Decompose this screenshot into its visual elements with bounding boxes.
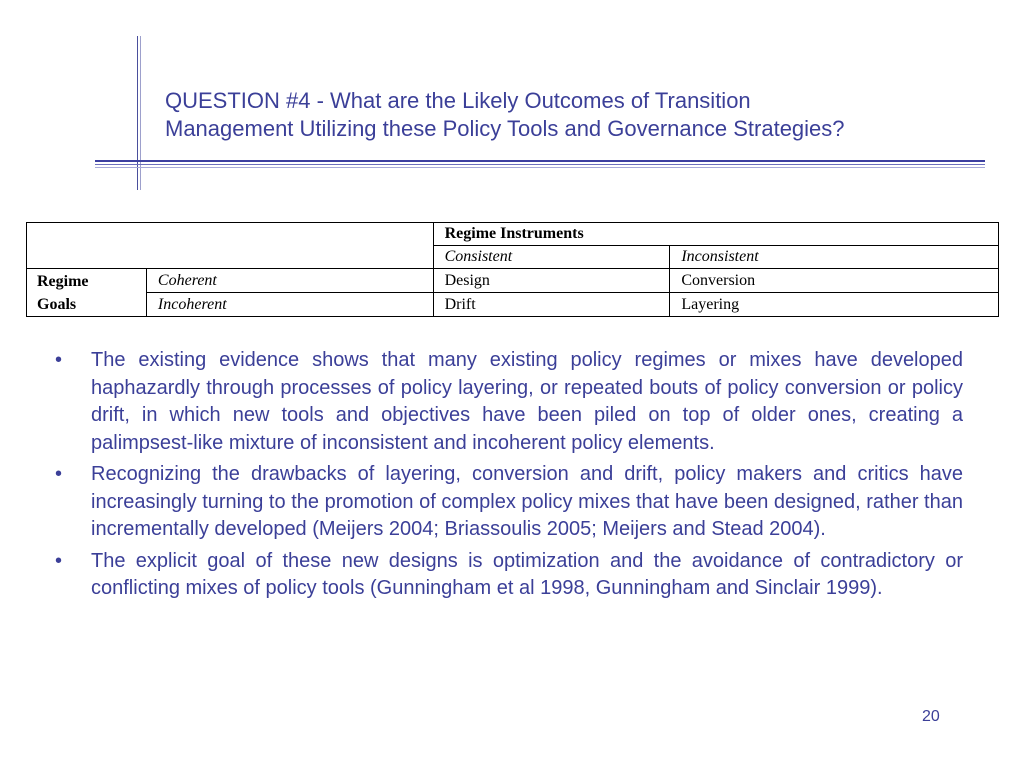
table-cell: Drift	[433, 293, 670, 317]
bullet-list	[55, 347, 963, 607]
regime-table	[26, 222, 999, 317]
bullet-marker: •	[55, 349, 63, 371]
table-regime-goals-label	[27, 269, 147, 317]
goals-label: Goals	[37, 296, 77, 313]
list-item	[55, 548, 963, 603]
table-row	[27, 293, 999, 317]
slide-title-line-1: QUESTION #4 - What are the Likely Outcomes of Transition	[165, 88, 751, 113]
list-item	[55, 347, 963, 457]
bullet-text: Recognizing the drawbacks of layering, conversion and drift, policy makers and critics have increasingly turning to the promotion of complex policy mixes that have been designed, rather than incrementally developed (Meijers 2004; Briassoulis 2005; Meijers and Stead 2004).	[91, 463, 963, 540]
page-number: 20	[922, 708, 940, 725]
table-row	[27, 269, 999, 293]
table-row-label: Incoherent	[146, 293, 433, 317]
table-cell: Design	[433, 269, 670, 293]
table-header-row	[27, 223, 999, 246]
list-item	[55, 461, 963, 544]
slide-title	[165, 87, 985, 143]
table-col-inconsistent: Inconsistent	[670, 246, 999, 269]
table-header-regime-instruments: Regime Instruments	[433, 223, 998, 246]
table-row-label: Coherent	[146, 269, 433, 293]
bullet-marker: •	[55, 463, 63, 485]
table-col-consistent: Consistent	[433, 246, 670, 269]
table-cell: Layering	[670, 293, 999, 317]
title-rule-light	[95, 167, 985, 168]
bullet-marker: •	[55, 549, 63, 572]
title-rule-dark	[95, 160, 985, 162]
bullet-text: The explicit goal of these new designs is optimization and the avoidance of contradictory or conflicting mixes of policy tools (Gunningham et al 1998, Gunningham and Sinclair 1999).	[91, 549, 963, 599]
title-rule-mid	[95, 164, 985, 165]
table-cell: Conversion	[670, 269, 999, 293]
table-empty-corner	[27, 223, 434, 269]
regime-label: Regime	[37, 273, 89, 290]
slide-title-line-2: Management Utilizing these Policy Tools and Governance Strategies?	[165, 116, 845, 141]
bullet-text: The existing evidence shows that many existing policy regimes or mixes have developed haphazardly through processes of policy layering, or repeated bouts of policy conversion or policy drift, in which new tools and objectives have been piled on top of older ones, creating a palimpsest-like mixture of inconsistent and incoherent policy elements.	[91, 349, 963, 454]
